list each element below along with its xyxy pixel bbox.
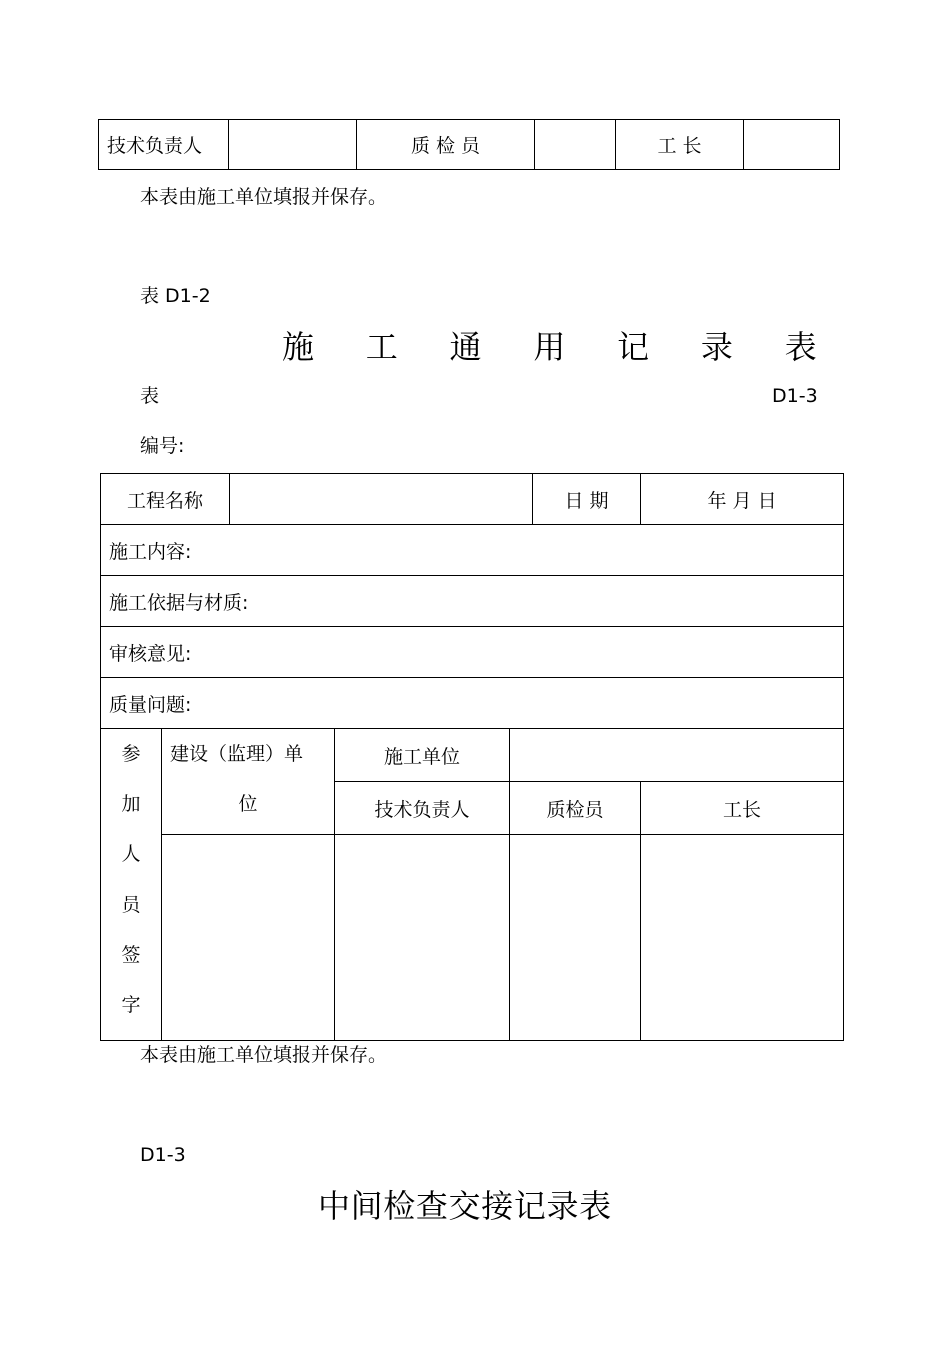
signers-char: 字 [121, 993, 141, 1016]
tech-lead-label: 技术负责人 [99, 120, 229, 170]
project-name-cell[interactable] [230, 474, 533, 525]
number-label: 编号: [140, 435, 185, 457]
supervisor-unit-label [162, 729, 335, 835]
foreman-signature-cell[interactable] [641, 835, 844, 1041]
next-form-title: 中间检查交接记录表 [318, 1187, 612, 1225]
signers-char: 员 [121, 893, 141, 916]
inspector-cell[interactable] [535, 120, 616, 170]
signers-char: 加 [121, 793, 141, 816]
foreman-label: 工 长 [616, 120, 744, 170]
foreman-header: 工长 [641, 782, 844, 835]
signers-char: 人 [121, 843, 141, 866]
tech-lead-header: 技术负责人 [335, 782, 510, 835]
inspector-header: 质检员 [510, 782, 641, 835]
construction-content-field[interactable]: 施工内容: [101, 525, 844, 576]
inspector-label: 质 检 员 [357, 120, 535, 170]
quality-issues-field[interactable]: 质量问题: [101, 678, 844, 729]
tech-lead-signature-cell[interactable] [335, 835, 510, 1041]
table-ref-d1-2: 表 D1-2 [140, 285, 211, 307]
review-opinion-field[interactable]: 审核意见: [101, 627, 844, 678]
signers-label [101, 729, 162, 1041]
construction-record-table [100, 473, 844, 1041]
construction-basis-field[interactable]: 施工依据与材质: [101, 576, 844, 627]
date-value[interactable]: 年 月 日 [641, 474, 844, 525]
construction-unit-label: 施工单位 [335, 729, 510, 782]
top-signature-table [98, 119, 840, 170]
table-code: D1-3 [772, 385, 818, 407]
signers-char: 参 [121, 743, 141, 765]
foreman-cell[interactable] [744, 120, 840, 170]
table-ref-d1-3: D1-3 [140, 1144, 186, 1166]
date-label: 日 期 [533, 474, 641, 525]
form-title: 施 工 通 用 记 录 表 [282, 328, 838, 366]
table-label: 表 [140, 385, 160, 407]
signers-char: 签 [121, 943, 141, 966]
footnote-2: 本表由施工单位填报并保存。 [140, 1044, 388, 1066]
inspector-signature-cell[interactable] [510, 835, 641, 1041]
supervisor-unit-line2: 位 [238, 793, 258, 815]
project-name-label: 工程名称 [101, 474, 230, 525]
tech-lead-cell[interactable] [229, 120, 357, 170]
construction-unit-cell[interactable] [510, 729, 844, 782]
footnote-1: 本表由施工单位填报并保存。 [140, 186, 388, 208]
supervisor-unit-line1: 建设（监理）单 [170, 743, 304, 765]
supervisor-signature-cell[interactable] [162, 835, 335, 1041]
